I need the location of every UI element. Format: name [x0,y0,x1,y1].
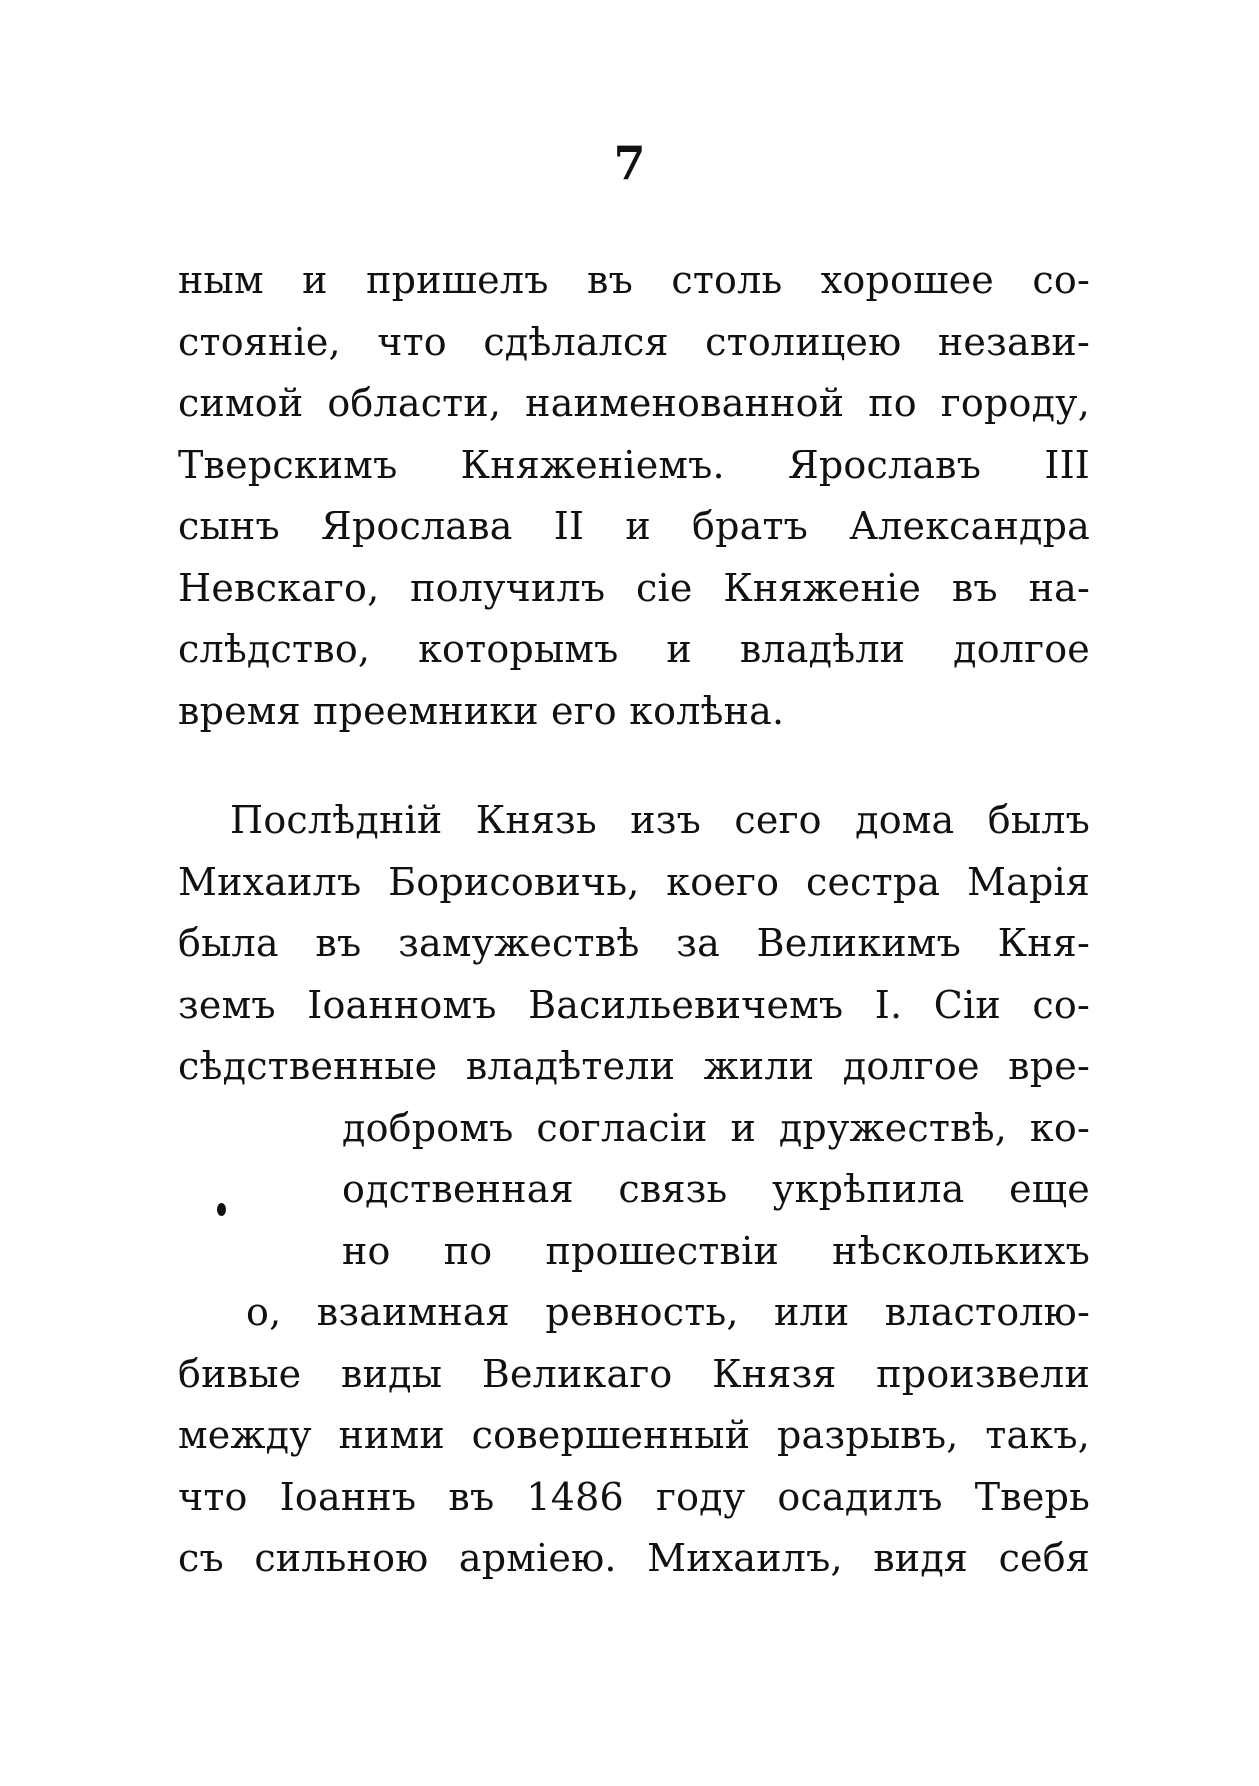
text-line: Михаилъ Борисовичь, коего сестра Марія [178,859,1090,904]
text-line: о, взаимная ревность, или властолю- [246,1290,1090,1334]
text-line: сынъ Ярослава II и братъ Александра [178,504,1090,548]
text-line: слѣдство, которымъ и владѣли долгое [178,627,1090,671]
text-line: одственная связь укрѣпила еще [342,1167,1090,1211]
text-line: ным и пришелъ въ столь хорошее со- [178,258,1090,302]
text-line: время преемники его колѣна. [178,688,785,733]
text-line: съ сильною арміею. Михаилъ, видя себя [178,1536,1090,1580]
text-line: Тверскимъ Княженіемъ. Ярославъ III [178,442,1090,487]
text-line: земъ Іоанномъ Васильевичемъ I. Сіи со- [178,982,1090,1027]
margin-ink-dot [217,1203,226,1216]
text-line: что Іоаннъ въ 1486 году осадилъ Тверь [178,1474,1090,1519]
text-line: между ними совершенный разрывъ, такъ, [178,1413,1090,1457]
text-line: Невскаго, получилъ сіе Княженіе въ на- [178,565,1090,610]
text-line: но по прошествіи нѣсколькихъ [342,1228,1090,1273]
text-line: Послѣдній Князь изъ сего дома былъ [230,798,1090,842]
text-line: сѣдственные владѣтели жили долгое вре- [178,1044,1090,1088]
text-line: симой области, наименованной по городу, [178,381,1090,425]
text-line: была въ замужествѣ за Великимъ Кня- [178,921,1090,965]
text-line: стояніе, что сдѣлался столицею незави- [178,319,1090,364]
paragraph-2 [178,790,1090,1590]
text-line: бивые виды Великаго Князя произвели [178,1351,1090,1396]
paragraph-1 [178,250,1090,742]
text-line: добромъ согласіи и дружествѣ, ко- [342,1105,1090,1150]
page-number: 7 [613,136,646,190]
